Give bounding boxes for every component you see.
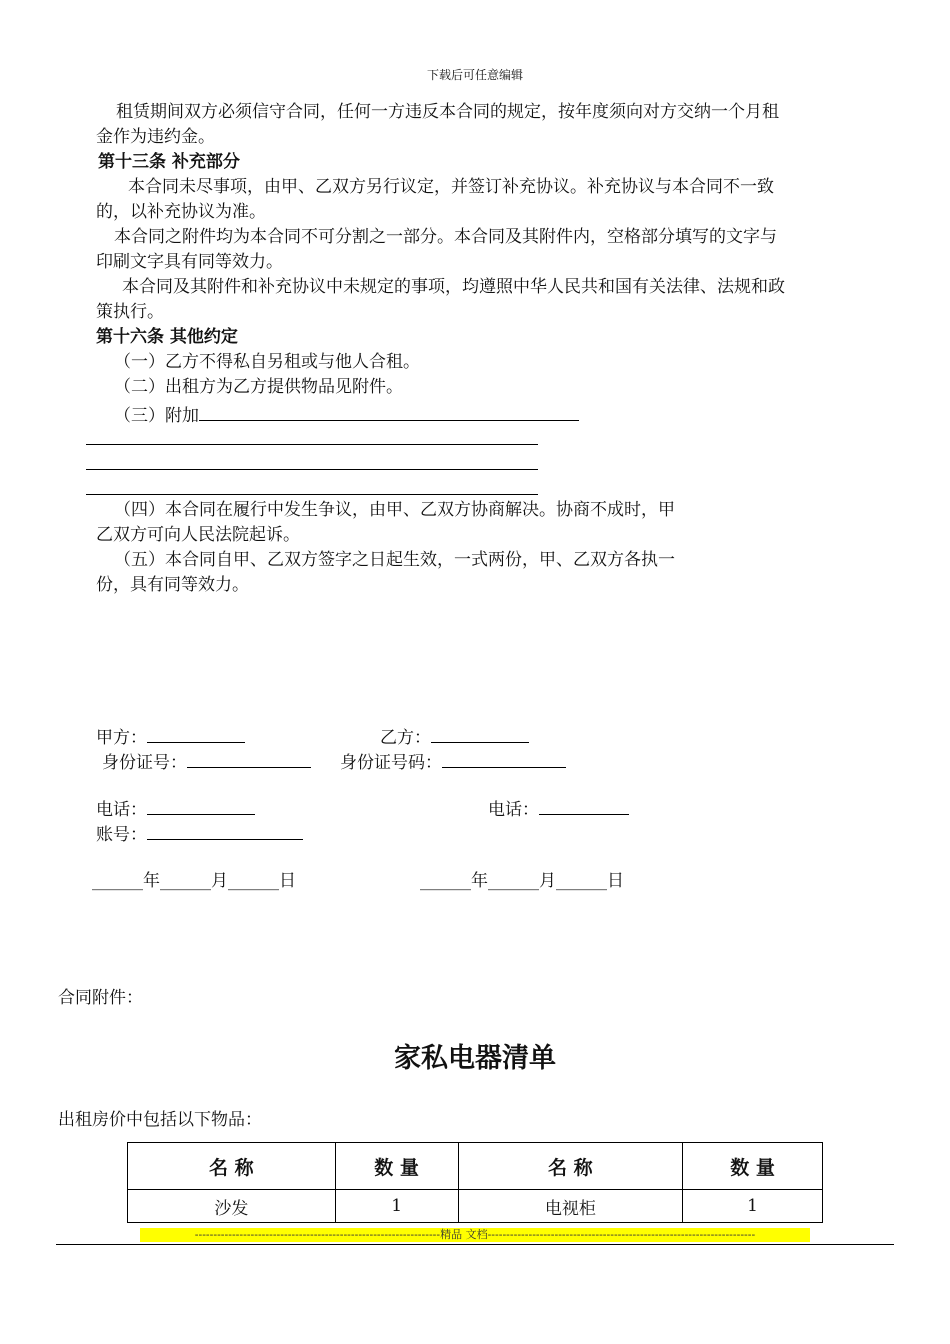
supplement-paragraph-line1: 本合同未尽事项，由甲、乙双方另行议定，并签订补充协议。补充协议与本合同不一致 — [128, 177, 774, 197]
blank-line-2 — [86, 469, 538, 470]
other-item-4-line2: 乙双方可向人民法院起诉。 — [96, 525, 300, 545]
penalty-paragraph-line2: 金作为违约金。 — [96, 127, 215, 147]
supplement-paragraph-line2: 的，以补充协议为准。 — [96, 202, 266, 222]
party-a-label: 甲方： — [96, 728, 147, 748]
table-cell: 1 — [335, 1190, 458, 1223]
account-label: 账号： — [96, 825, 147, 845]
party-b-blank[interactable] — [431, 722, 529, 743]
header-qty-2: 数 量 — [683, 1143, 823, 1190]
inventory-title: 家私电器清单 — [394, 1043, 556, 1074]
id-b-blank[interactable] — [442, 747, 566, 768]
law-paragraph-line2: 策执行。 — [96, 302, 164, 322]
other-item-3-label: （三）附加 — [114, 406, 199, 426]
party-b-label: 乙方： — [380, 728, 431, 748]
addition-blank-line — [199, 400, 579, 421]
id-a-blank[interactable] — [187, 747, 311, 768]
attachment-paragraph-line2: 印刷文字具有同等效力。 — [96, 252, 283, 272]
footer-banner: ------------------------------------------------------------------精品 文档------------------------------------------------------------------------ — [140, 1228, 810, 1242]
table-cell: 电视柜 — [458, 1190, 683, 1223]
page-bottom-divider — [56, 1244, 894, 1245]
phone-b-field — [488, 794, 629, 823]
account-field — [96, 819, 303, 848]
other-item-4-line1: （四）本合同在履行中发生争议，由甲、乙双方协商解决。协商不成时，甲 — [114, 500, 675, 520]
attachment-paragraph-line1: 本合同之附件均为本合同不可分割之一部分。本合同及其附件内，空格部分填写的文字与 — [114, 227, 777, 247]
phone-b-label: 电话： — [488, 800, 539, 820]
header-name-2: 名 称 — [458, 1143, 683, 1190]
header-name-1: 名 称 — [128, 1143, 336, 1190]
account-blank[interactable] — [147, 819, 303, 840]
phone-a-label: 电话： — [96, 800, 147, 820]
law-paragraph-line1: 本合同及其附件和补充协议中未规定的事项，均遵照中华人民共和国有关法律、法规和政 — [122, 277, 785, 297]
id-a-label: 身份证号： — [102, 753, 187, 773]
header-qty-1: 数 量 — [335, 1143, 458, 1190]
other-item-5-line1: （五）本合同自甲、乙双方签字之日起生效，一式两份，甲、乙双方各执一 — [114, 550, 675, 570]
blank-line-3 — [86, 494, 538, 495]
inventory-table — [127, 1142, 823, 1223]
inventory-intro: 出租房价中包括以下物品： — [58, 1110, 262, 1130]
article-13-title: 第十三条 补充部分 — [98, 152, 240, 172]
table-row — [128, 1190, 823, 1223]
table-cell: 1 — [683, 1190, 823, 1223]
date-a: ______年______月______日 — [92, 871, 296, 891]
attachment-label: 合同附件： — [58, 988, 143, 1008]
article-16-title: 第十六条 其他约定 — [96, 327, 238, 347]
party-a-blank[interactable] — [147, 722, 245, 743]
phone-b-blank[interactable] — [539, 794, 629, 815]
table-cell: 沙发 — [128, 1190, 336, 1223]
id-b-label: 身份证号码： — [340, 753, 442, 773]
other-item-2: （二）出租方为乙方提供物品见附件。 — [114, 377, 403, 397]
id-b-field — [340, 747, 566, 776]
date-b: ______年______月______日 — [420, 871, 624, 891]
blank-line-1 — [86, 444, 538, 445]
id-a-field — [102, 747, 311, 776]
penalty-paragraph-line1: 租赁期间双方必须信守合同，任何一方违反本合同的规定，按年度须向对方交纳一个月租 — [116, 102, 779, 122]
other-item-1: （一）乙方不得私自另租或与他人合租。 — [114, 352, 420, 372]
page-header-note: 下载后可任意编辑 — [426, 68, 523, 82]
other-item-3 — [114, 400, 579, 429]
phone-a-blank[interactable] — [147, 794, 255, 815]
inventory-table-header — [128, 1143, 823, 1190]
other-item-5-line2: 份，具有同等效力。 — [96, 575, 249, 595]
